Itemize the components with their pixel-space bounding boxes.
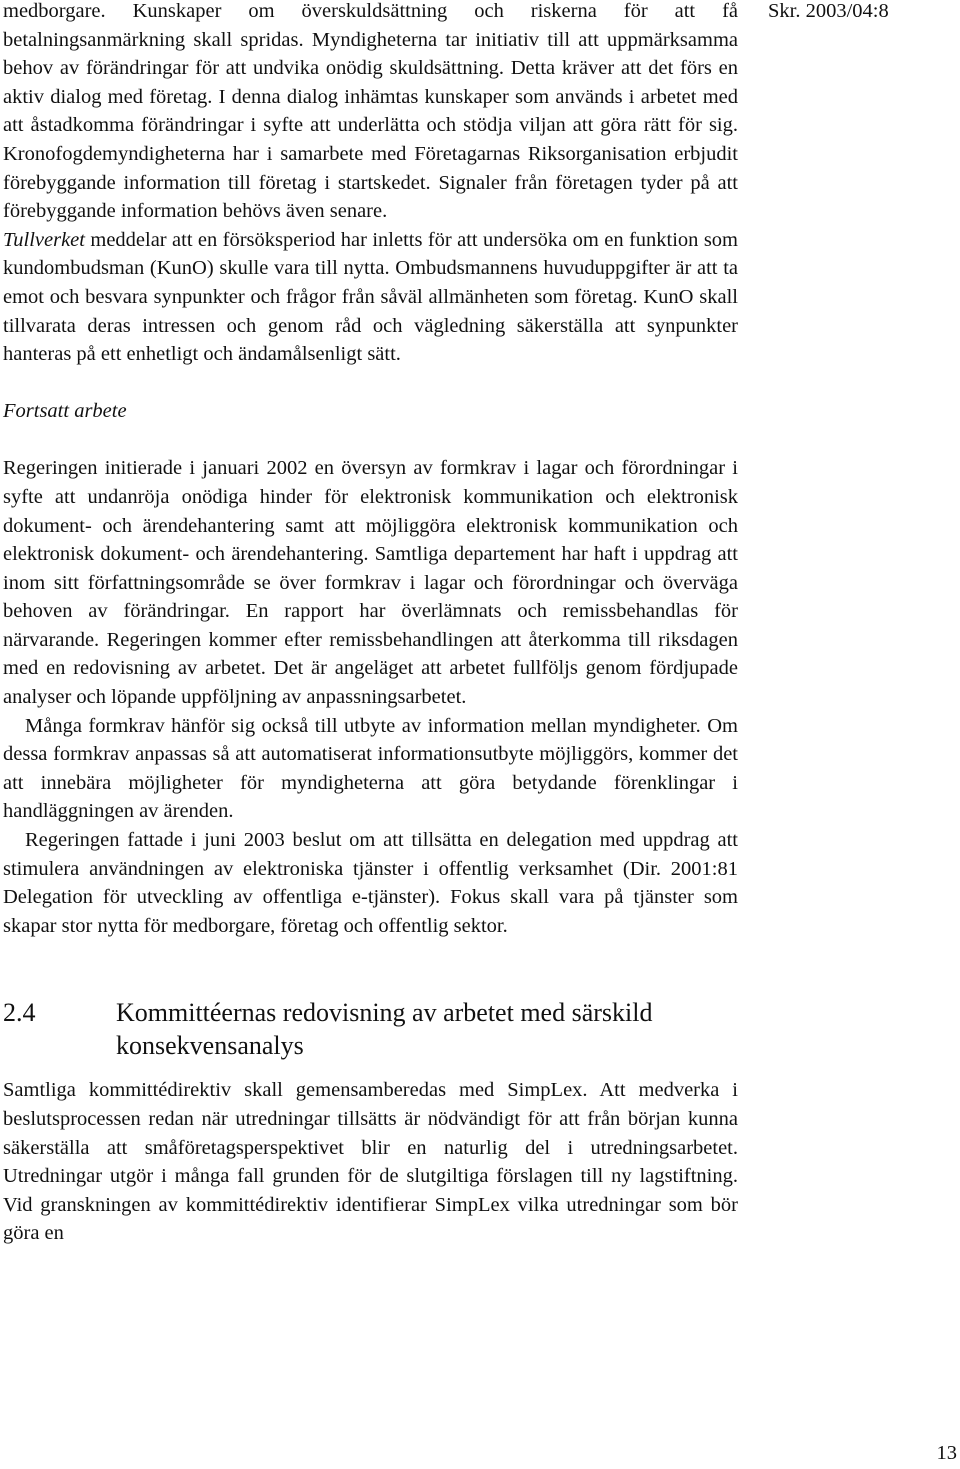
- agency-name-tullverket: Tullverket: [3, 228, 85, 251]
- document-reference: Skr. 2003/04:8: [768, 0, 889, 22]
- main-text-column: [3, 0, 738, 1248]
- paragraph-tullverket-text: meddelar att en försöksperiod har inletts för att undersöka om en funktion som kundombudsman (KunO) skulle vara till nytta. Ombudsmannens huvuduppgifter är att ta emot och besvara synpunkter och frågor från såväl allmänheten som företag. KunO skall tillvarata deras intressen och genom råd och vägledning säkerställa att synpunkter hanteras på ett enhetligt och ändamålsenligt sätt.: [3, 228, 738, 366]
- paragraph-kommittedirektiv: Samtliga kommittédirektiv skall gemensamberedas med SimpLex. Att medverka i beslutsprocessen redan när utredningar tillsätts är nödvändigt för att från början kunna säkerställa att småföretagsperspektivet blir en naturlig del i utredningsarbetet. Utredningar utgör i många fall grunden för de slutgiltiga förslagen till ny lagstiftning. Vid granskningen av kommittédirektiv identifierar SimpLex vilka utredningar som bör göra en: [3, 1079, 738, 1245]
- paragraph-tullverket: [3, 226, 738, 369]
- paragraph-delegation: Regeringen fattade i juni 2003 beslut om att tillsätta en delegation med uppdrag att stimulera användningen av elektroniska tjänster i offentlig verksamhet (Dir. 2001:81 Delegation för utveckling av offentliga e-tjänster). Fokus skall vara på tjänster som skapar stor nytta för medborgare, företag och offentlig sektor.: [3, 829, 738, 937]
- section-number: 2.4: [3, 998, 36, 1028]
- paragraph-informationsutbyte: Många formkrav hänför sig också till utbyte av information mellan myndigheter. Om dessa formkrav anpassas så att automatiserat informationsutbyte möjliggörs, kommer det att innebära möjligheter för myndigheterna att göra betydande förenklingar i handläggningen av ärenden.: [3, 714, 738, 823]
- paragraph-formkrav-oversyn: Regeringen initierade i januari 2002 en översyn av formkrav i lagar och förordningar i syfte att undanröja onödiga hinder för elektronisk kommunikation och elektronisk dokument- och ärendehantering samt att möjliggöra elektronisk kommunikation och elektronisk dokument- och ärendehantering. Samtliga departement har haft i uppdrag att inom sitt författningsområde se över formkrav i lagar och förordningar och överväga behoven av förändringar. En rapport har överlämnats och remissbehandlas för närvarande. Regeringen kommer efter remissbehandlingen att återkomma till riksdagen med en redovisning av arbetet. Det är angeläget att arbetet fullföljs genom fördjupade analyser och löpande uppföljning av anpassningsarbetet.: [3, 457, 738, 709]
- page-number: 13: [936, 1442, 957, 1464]
- subheading-fortsatt-arbete: Fortsatt arbete: [3, 399, 127, 422]
- section-title: Kommittéernas redovisning av arbetet med särskild konsekvensanalys: [116, 998, 653, 1061]
- paragraph-overskuldsattning: medborgare. Kunskaper om överskuldsättning och riskerna för att få betalningsanmärkning skall spridas. Myndigheterna tar initiativ till att uppmärksamma behov av förändringar för att undvika onödig skuldsättning. Detta kräver att det förs en aktiv dialog med företag. I denna dialog inhämtas kunskaper som används i arbetet med att åstadkomma förändringar i syfte att underlätta och stödja viljan att göra rätt för sig. Kronofogdemyndigheterna har i samarbete med Företagarnas Riksorganisation erbjudit förebyggande information till företag i startskedet. Signaler från företagen tyder på att förebyggande information behövs även senare.: [3, 0, 738, 223]
- section-heading: [3, 996, 738, 1062]
